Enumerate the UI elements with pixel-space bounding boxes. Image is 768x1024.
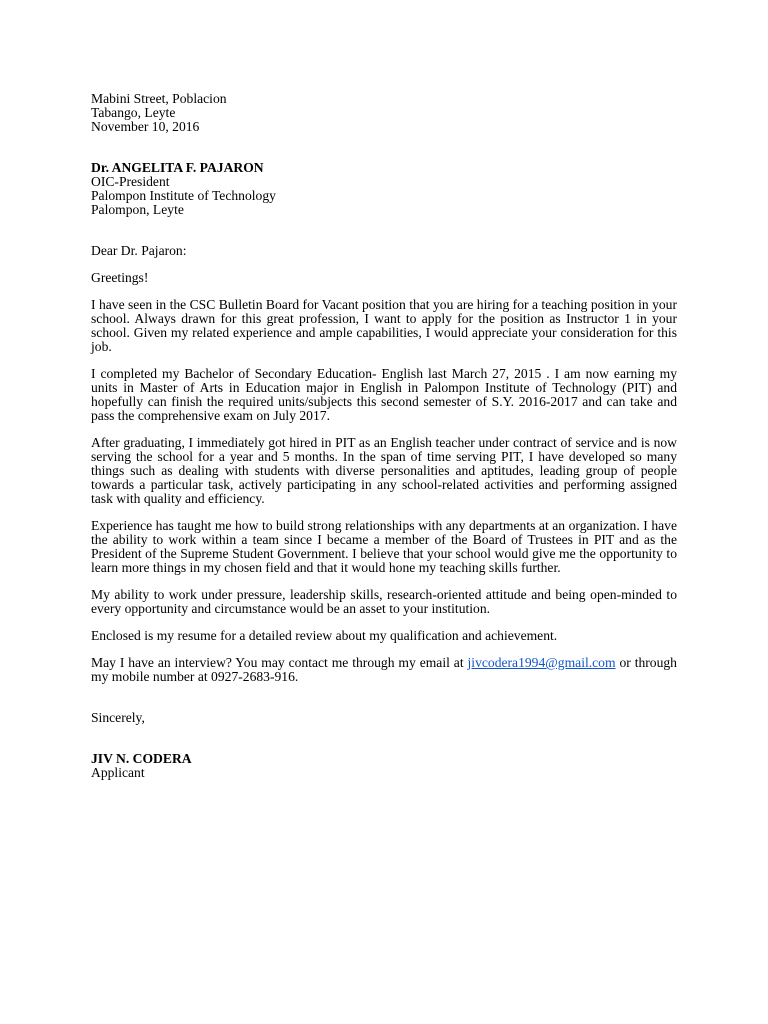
sender-street: Mabini Street, Poblacion	[91, 91, 227, 106]
salutation: Dear Dr. Pajaron:	[91, 243, 187, 258]
body-paragraph-5: My ability to work under pressure, leadership skills, research-oriented attitude and being open-minded to every opportunity and circumstance would be an asset to your institution.	[91, 587, 677, 616]
contact-paragraph	[91, 656, 677, 684]
contact-text-before: May I have an interview? You may contact me through my email at	[91, 655, 464, 670]
body-paragraph-2: I completed my Bachelor of Secondary Education- English last March 27, 2015 . I am now earning my units in Master of Arts in Education major in English in Palompon Institute of Technology (PIT) and hopefully can finish the required units/subjects this second semester of S.Y. 2016-2017 and can take and pass the comprehensive exam on July 2017.	[91, 366, 677, 423]
signature-block	[91, 752, 677, 780]
letter-date: November 10, 2016	[91, 119, 200, 134]
spacer	[91, 258, 677, 271]
recipient-title: OIC-President	[91, 174, 170, 189]
spacer	[91, 134, 677, 161]
signatory-role: Applicant	[91, 765, 145, 780]
recipient-name: Dr. ANGELITA F. PAJARON	[91, 160, 264, 175]
recipient-location: Palompon, Leyte	[91, 202, 184, 217]
recipient-institution: Palompon Institute of Technology	[91, 188, 276, 203]
spacer	[91, 725, 677, 752]
spacer	[91, 684, 677, 711]
body-paragraph-6: Enclosed is my resume for a detailed review about my qualification and achievement.	[91, 628, 558, 643]
greeting: Greetings!	[91, 270, 149, 285]
letter-page	[91, 92, 677, 780]
recipient-address	[91, 161, 677, 217]
body-paragraph-3: After graduating, I immediately got hired in PIT as an English teacher under contract of service and is now serving the school for a year and 5 months. In the span of time serving PIT, I have developed so many things such as dealing with students with diverse personalities and aptitudes, leading group of people towards a particular task, actively participating in any school-related activities and performing assigned task with quality and efficiency.	[91, 435, 677, 506]
email-link[interactable]: jivcodera1994@gmail.com	[467, 655, 616, 670]
body-paragraph-1: I have seen in the CSC Bulletin Board for Vacant position that you are hiring for a teaching position in your school. Always drawn for this great profession, I want to apply for the position as Instructor 1 in your school. Given my related experience and ample capabilities, I would appreciate your consideration for this job.	[91, 297, 677, 354]
body-paragraph-4: Experience has taught me how to build strong relationships with any departments at an organization. I have the ability to work within a team since I became a member of the Board of Trustees in PIT and as the President of the Supreme Student Government. I believe that your school would give me the opportunity to learn more things in my chosen field and that it would hone my teaching skills further.	[91, 518, 677, 575]
closing: Sincerely,	[91, 710, 145, 725]
signatory-name: JIV N. CODERA	[91, 751, 192, 766]
sender-address	[91, 92, 677, 134]
sender-town: Tabango, Leyte	[91, 105, 176, 120]
contact-text-after: or through my mobile number at 0927-2683-916.	[91, 655, 677, 684]
spacer	[91, 217, 677, 244]
